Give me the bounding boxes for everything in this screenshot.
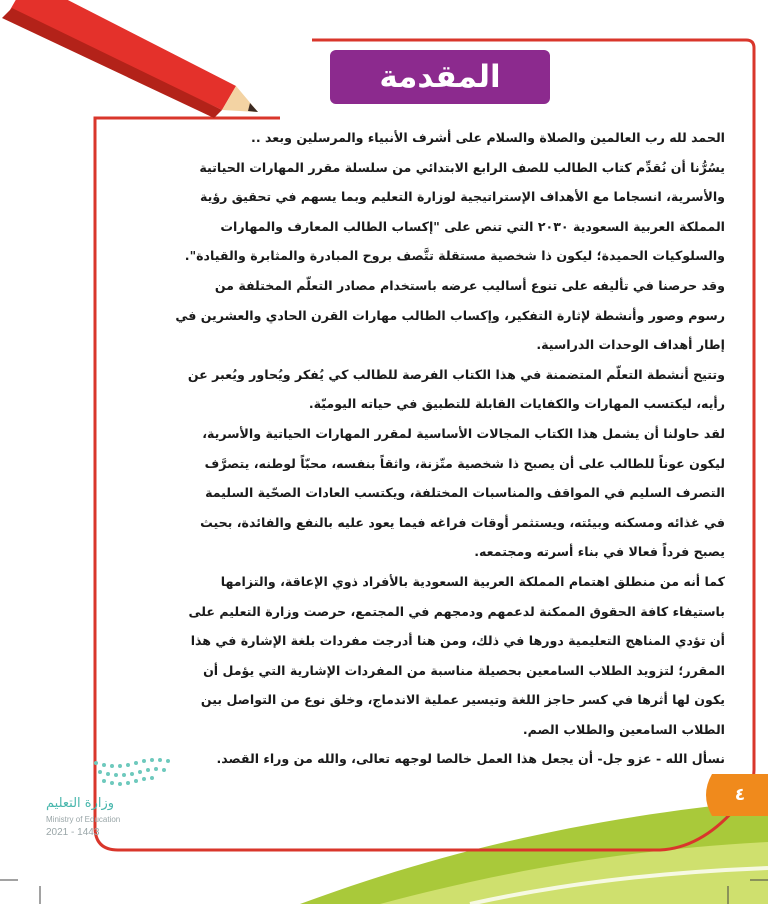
text-line: رأيه، ليكتسب المهارات والكفايات القابلة للتطبيق في حياته اليوميّة. bbox=[308, 396, 725, 412]
page-title: المقدمة bbox=[379, 59, 501, 95]
text-line: في غذائه ومسكنه وبيئته، ويستثمر أوقات فراغه فيما يعود عليه بالنفع والفائدة، بحيث bbox=[200, 514, 725, 530]
text-line: يسُرُّنا أن نُقدِّم كتاب الطالب للصف الرابع الابتدائي من سلسلة مقرر المهارات الحياتية bbox=[199, 159, 725, 175]
ministry-logo-english: Ministry of Education bbox=[46, 815, 121, 824]
text-line: يصبح فرداً فعالا في بناء أسرته ومجتمعه. bbox=[474, 544, 725, 560]
text-line: وتتيح أنشطة التعلّم المتضمنة في هذا الكتاب الفرصة للطالب كي يُفكر ويُحاور ويُعبر عن bbox=[187, 366, 725, 382]
pencil-illustration bbox=[2, 0, 258, 118]
text-line: رسوم وصور وأنشطة لإثارة التفكير، وإكساب الطالب مهارات القرن الحادي والعشرين في bbox=[175, 307, 725, 323]
text-line: ليكون عوناً للطالب على أن يصبح ذا شخصية متّزنة، واثقاً بنفسه، محبّاً لوطنه، يتصرَّف bbox=[204, 455, 725, 471]
text-line: الطلاب السامعين والطلاب الصم. bbox=[522, 721, 725, 737]
text-line: وقد حرصنا في تأليفه على تنوع أساليب عرضه باستخدام مصادر التعلّم المختلفة من bbox=[214, 277, 725, 293]
text-line: والسلوكيات الحميدة؛ ليكون ذا شخصية مستقلة تتَّصف بروح المبادرة والمثابرة والقيادة". bbox=[184, 248, 725, 264]
text-line: كما أنه من منطلق اهتمام المملكة العربية السعودية بالأفراد ذوي الإعاقة، والتزامها bbox=[220, 573, 725, 589]
text-line: أن تؤدي المناهج التعليمية دورها في ذلك، ومن هنا أدرجت مفردات بلغة الإشارة في هذا bbox=[190, 633, 725, 649]
introduction-body bbox=[105, 123, 725, 774]
text-line: المملكة العربية السعودية ٢٠٣٠ التي تنص على "إكساب الطالب المعارف والمهارات bbox=[220, 218, 725, 234]
text-line: لقد حاولنا أن يشمل هذا الكتاب المجالات الأساسية لمقرر المهارات الحياتية والأسرية، bbox=[202, 425, 725, 441]
text-line: إطار أهداف الوحدات الدراسية. bbox=[536, 337, 725, 353]
text-line: المقرر؛ لتزويد الطلاب السامعين بحصيلة مناسبة من المفردات الإشارية التي يؤمل أن bbox=[203, 662, 725, 678]
text-line: التصرف السليم في المواقف والمناسبات المختلفة، ويكتسب العادات الصحّية السليمة bbox=[205, 485, 725, 501]
text-line: يكون لها أثرها في كسر حاجز اللغة وتيسير عملية الاندماج، وخلق نوع من التواصل بين bbox=[200, 692, 725, 708]
text-line: والأسرية، انسجاما مع الأهداف الإستراتيجية لوزارة التعليم وبما يسهم في تحقيق رؤية bbox=[199, 189, 725, 205]
ministry-logo-year: 2021 - 1443 bbox=[46, 827, 100, 838]
text-line: الحمد لله رب العالمين والصلاة والسلام على أشرف الأنبياء والمرسلين وبعد .. bbox=[251, 130, 725, 145]
ministry-logo-arabic: وزارة التعليم bbox=[46, 796, 115, 811]
page-number: ٤ bbox=[734, 785, 746, 805]
text-line: باستيفاء كافة الحقوق الممكنة لدعمهم ودمجهم في المجتمع، حرصت وزارة التعليم على bbox=[188, 603, 725, 619]
text-line: نسأل الله - عزو جل- أن يجعل هذا العمل خالصا لوجهه تعالى، والله من وراء القصد. bbox=[216, 751, 725, 767]
